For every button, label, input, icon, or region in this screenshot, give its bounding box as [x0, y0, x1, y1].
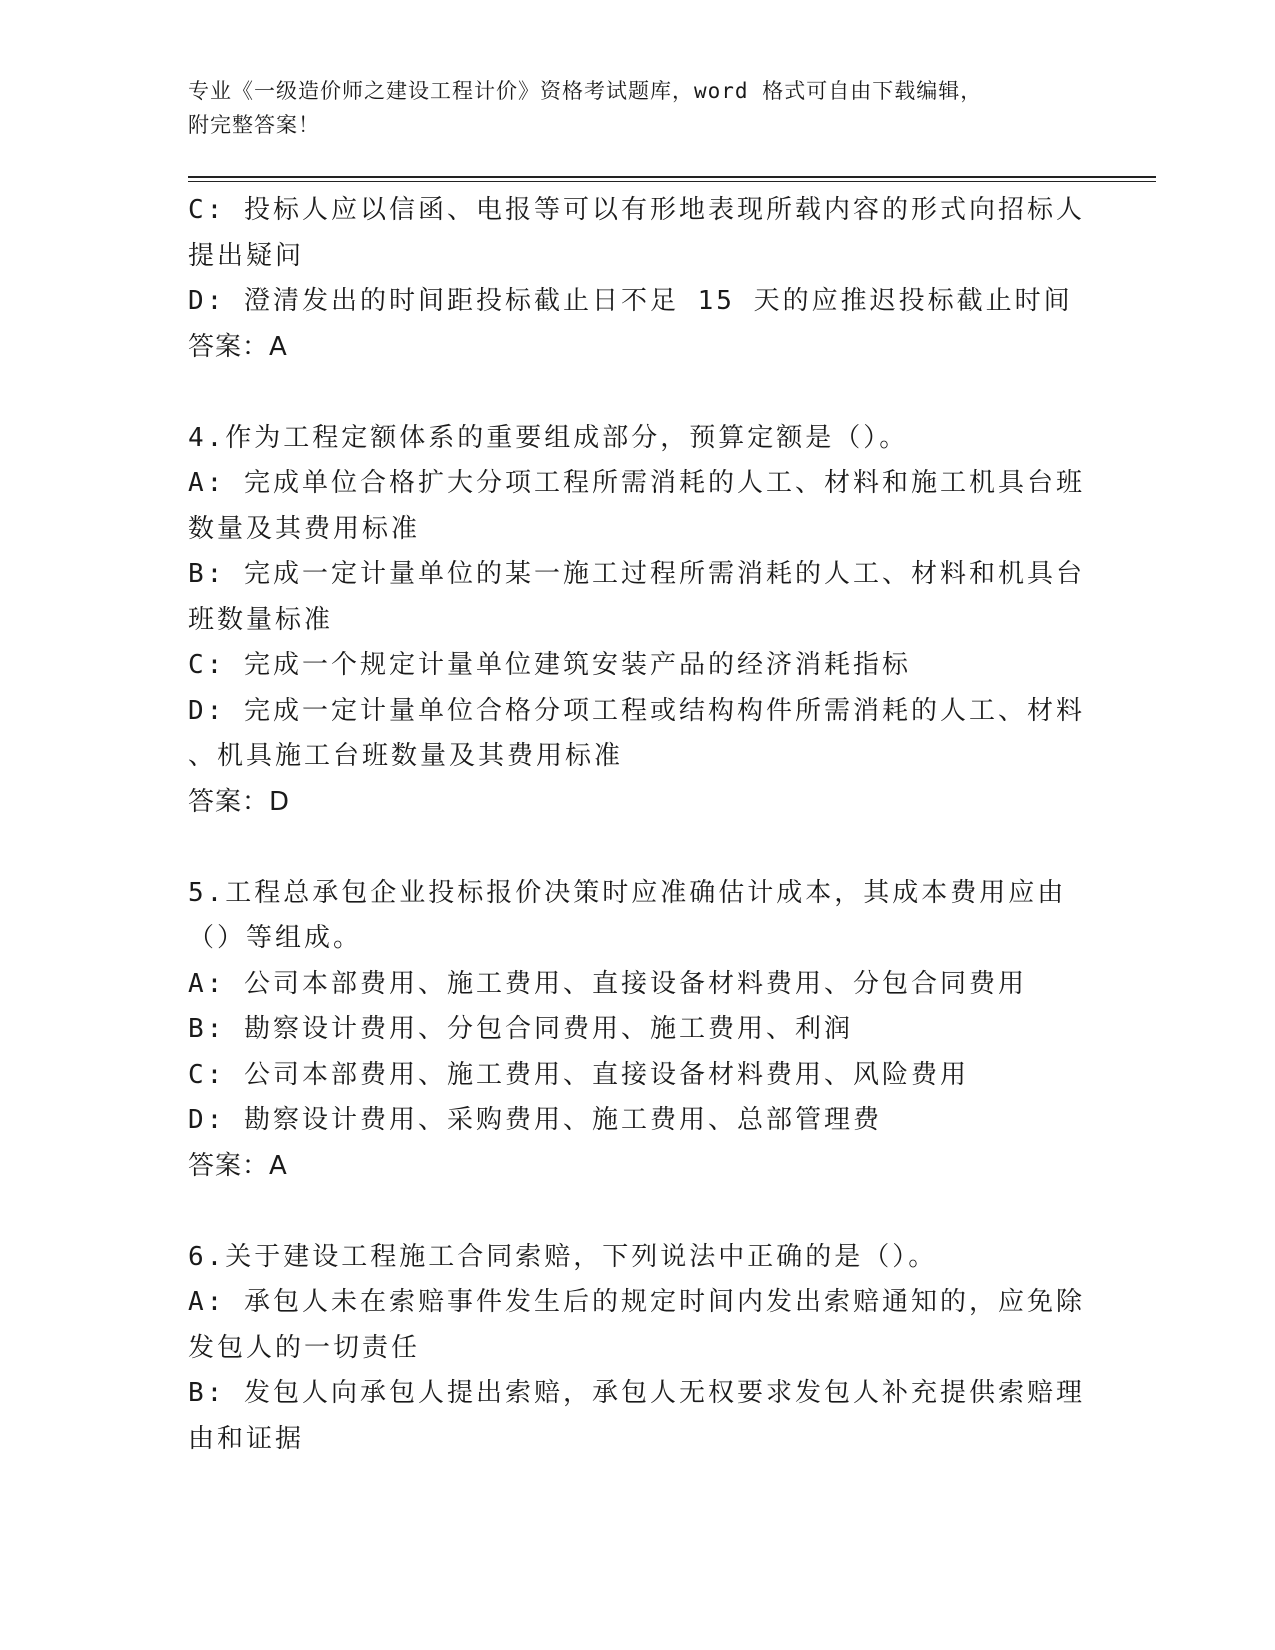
answer: 答案：A: [188, 331, 288, 362]
question-stem-line-1: 5.工程总承包企业投标报价决策时应准确估计成本，其成本费用应由: [188, 877, 1067, 908]
header-line-2: 附完整答案！: [188, 113, 320, 137]
header-line-1: 专业《一级造价师之建设工程计价》资格考试题库，word 格式可自由下载编辑，: [188, 79, 983, 103]
page-header: [188, 74, 1088, 142]
question-stem-line-2: （）等组成。: [188, 923, 363, 953]
option-b-line-2: 由和证据: [188, 1423, 305, 1454]
option-a-line-2: 数量及其费用标准: [188, 513, 421, 544]
option-a-line-1: A: 承包人未在索赔事件发生后的规定时间内发出索赔通知的，应免除: [188, 1287, 1085, 1317]
option-b-line-1: B: 发包人向承包人提出索赔，承包人无权要求发包人补充提供索赔理: [188, 1378, 1085, 1408]
option-b-line-2: 班数量标准: [188, 604, 334, 635]
spacer: [188, 370, 1088, 416]
question-3-tail: [188, 188, 1088, 370]
question-stem: 6.关于建设工程施工合同索赔，下列说法中正确的是（）。: [188, 1241, 938, 1272]
option-c: C: 公司本部费用、施工费用、直接设备材料费用、风险费用: [188, 1059, 969, 1090]
option-b: B: 勘察设计费用、分包合同费用、施工费用、利润: [188, 1014, 853, 1044]
question-content: [188, 188, 1088, 1462]
option-b-line-1: B: 完成一定计量单位的某一施工过程所需消耗的人工、材料和机具台: [188, 559, 1085, 589]
question-stem: 4.作为工程定额体系的重要组成部分，预算定额是（）。: [188, 422, 909, 453]
option-d-line-2: 、机具施工台班数量及其费用标准: [188, 741, 624, 771]
option-c-line-1: C: 投标人应以信函、电报等可以有形地表现所载内容的形式向招标人: [188, 195, 1085, 225]
option-d: D: 澄清发出的时间距投标截止日不足 15 天的应推迟投标截止时间: [188, 286, 1073, 316]
option-a-line-1: A: 完成单位合格扩大分项工程所需消耗的人工、材料和施工机具台班: [188, 468, 1085, 498]
question-6: [188, 1235, 1088, 1463]
answer: 答案：D: [188, 786, 291, 817]
option-a: A: 公司本部费用、施工费用、直接设备材料费用、分包合同费用: [188, 968, 1027, 999]
option-c: C: 完成一个规定计量单位建筑安装产品的经济消耗指标: [188, 650, 911, 680]
option-c-line-2: 提出疑问: [188, 240, 305, 271]
answer: 答案：A: [188, 1150, 288, 1181]
question-5: [188, 871, 1088, 1190]
header-rule-thin: [188, 181, 1156, 182]
option-d: D: 勘察设计费用、采购费用、施工费用、总部管理费: [188, 1105, 882, 1135]
option-a-line-2: 发包人的一切责任: [188, 1332, 421, 1363]
spacer: [188, 825, 1088, 871]
option-d-line-1: D: 完成一定计量单位合格分项工程或结构构件所需消耗的人工、材料: [188, 695, 1085, 726]
header-rule-thick: [188, 176, 1156, 178]
spacer: [188, 1189, 1088, 1235]
question-4: [188, 416, 1088, 826]
